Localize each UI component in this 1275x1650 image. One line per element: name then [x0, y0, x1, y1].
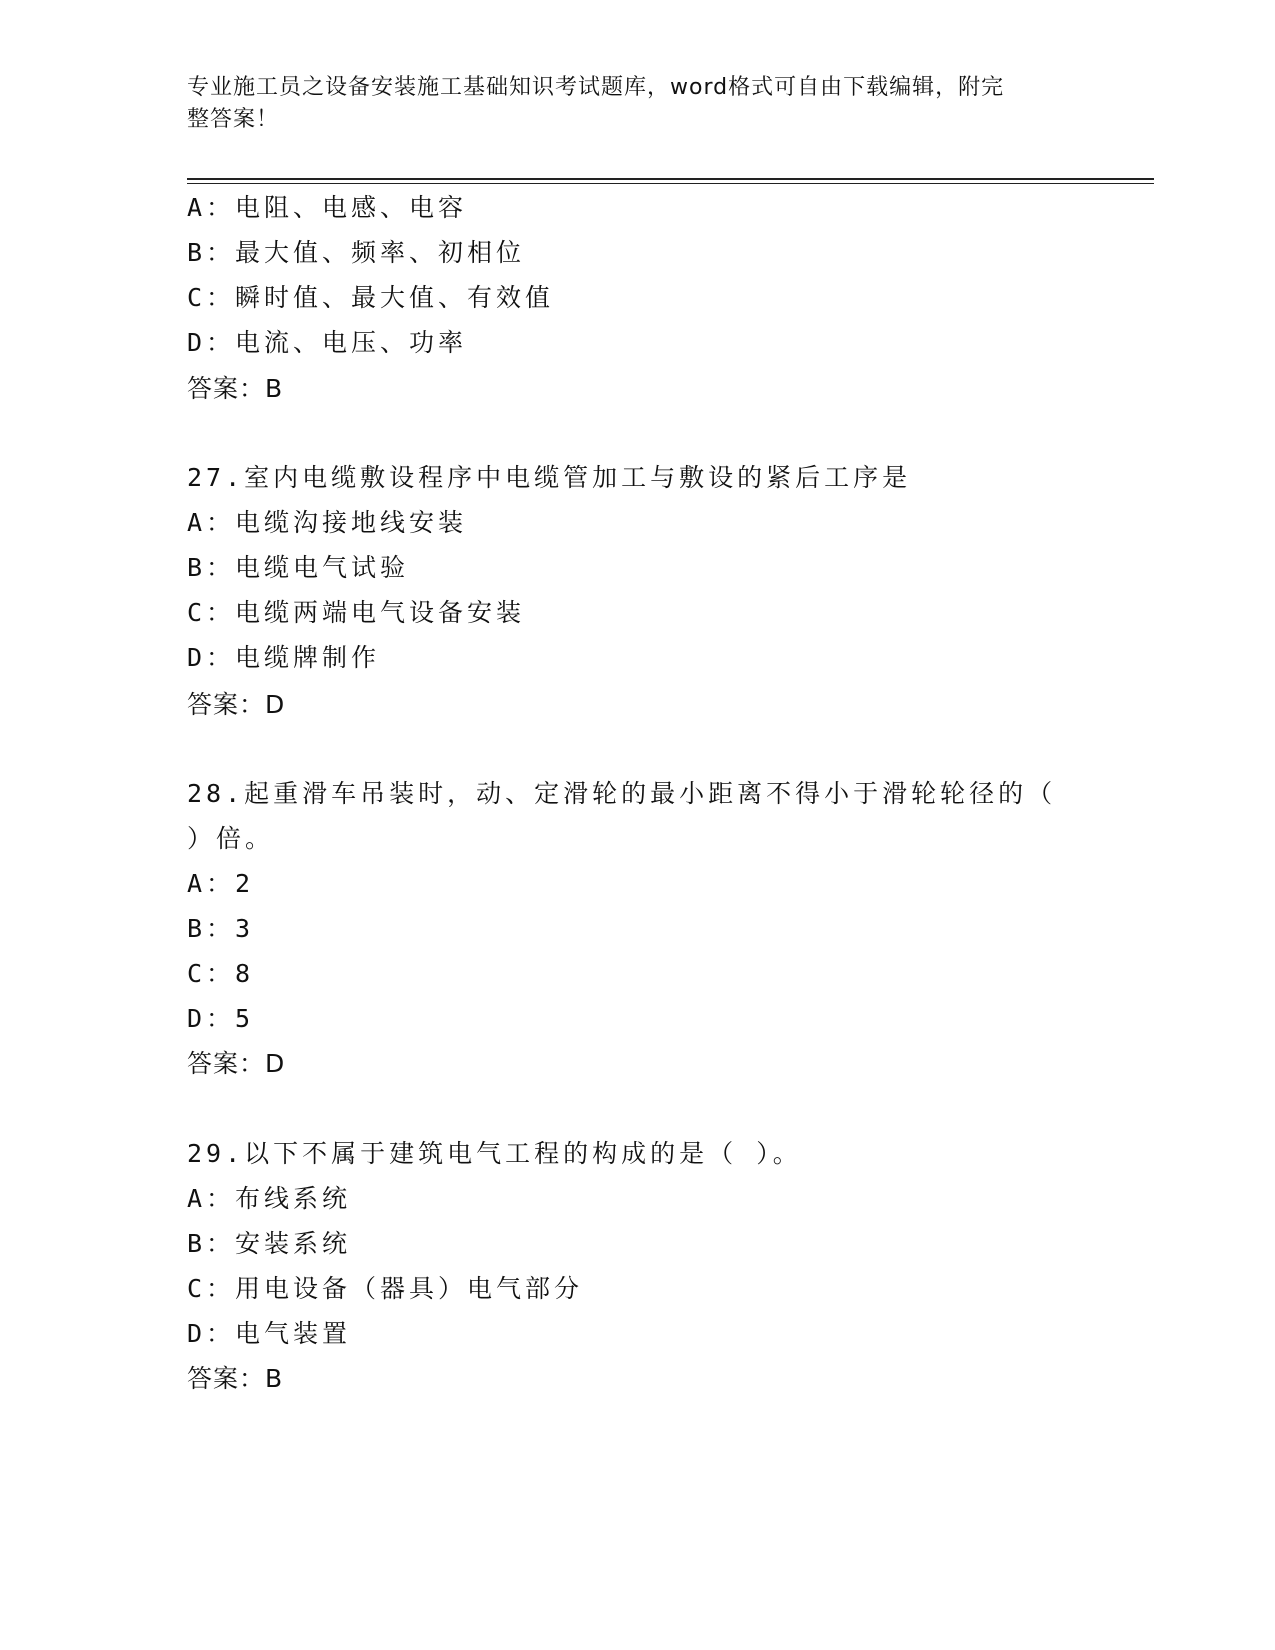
q27-stem: 27.室内电缆敷设程序中电缆管加工与敷设的紧后工序是 — [187, 463, 912, 492]
q28-answer: 答案：D — [187, 1049, 286, 1078]
q27-option-a: A：电缆沟接地线安装 — [187, 508, 468, 537]
q28-stem-line-2: ）倍。 — [187, 824, 275, 853]
q29-option-b: B：安装系统 — [187, 1229, 352, 1258]
document-header — [187, 72, 1067, 136]
q29-option-c: C：用电设备（器具）电气部分 — [187, 1274, 584, 1303]
q28-option-a: A：2 — [187, 869, 255, 898]
q29-answer: 答案：B — [187, 1364, 284, 1393]
q27-option-c: C：电缆两端电气设备安装 — [187, 598, 526, 627]
q28-stem-line-1: 28.起重滑车吊装时，动、定滑轮的最小距离不得小于滑轮轮径的（ — [187, 779, 1057, 808]
q26-option-a: A：电阻、电感、电容 — [187, 193, 468, 222]
q29-option-d: D：电气装置 — [187, 1319, 352, 1348]
q27-option-d: D：电缆牌制作 — [187, 643, 381, 672]
header-divider-thin — [187, 183, 1154, 184]
q29-stem: 29.以下不属于建筑电气工程的构成的是（ ）。 — [187, 1139, 802, 1168]
header-line-2: 整答案！ — [187, 107, 280, 132]
q27-answer: 答案：D — [187, 690, 286, 719]
q26-option-c: C：瞬时值、最大值、有效值 — [187, 283, 555, 312]
q26-answer: 答案：B — [187, 374, 284, 403]
header-divider-thick — [187, 178, 1154, 180]
q26-option-d: D：电流、电压、功率 — [187, 328, 468, 357]
header-line-1: 专业施工员之设备安装施工基础知识考试题库，word格式可自由下载编辑，附完 — [187, 75, 1005, 100]
q28-option-c: C：8 — [187, 959, 255, 988]
q28-option-d: D：5 — [187, 1004, 255, 1033]
q27-option-b: B：电缆电气试验 — [187, 553, 410, 582]
q29-option-a: A：布线系统 — [187, 1184, 352, 1213]
q26-option-b: B：最大值、频率、初相位 — [187, 238, 526, 267]
q28-option-b: B：3 — [187, 914, 255, 943]
